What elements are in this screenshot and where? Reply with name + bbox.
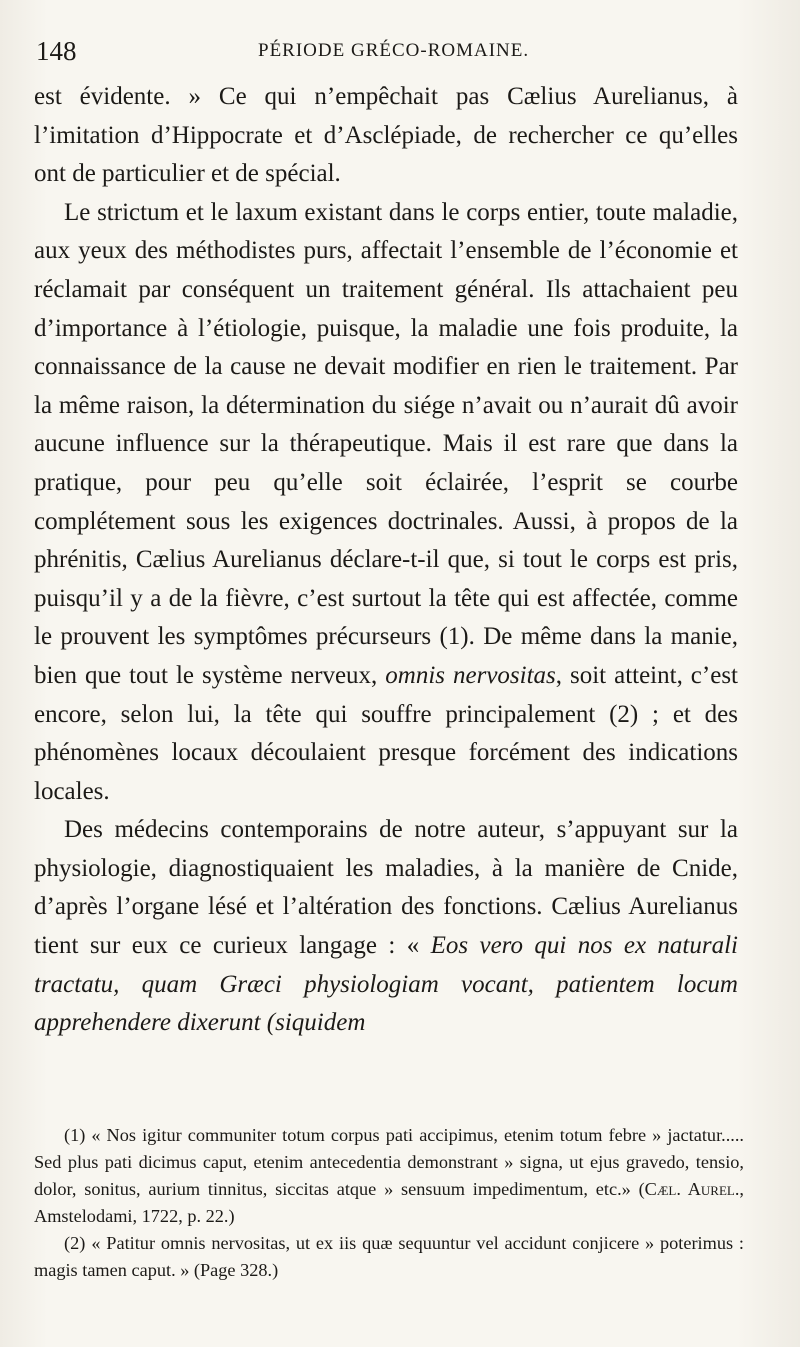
paragraph-2-text-a: Le strictum et le laxum existant dans le corps entier, toute maladie, aux yeux des méthodistes purs, affectait l’ensemble de l’économie et réclamait par conséquent un traitement général. Ils attachaient peu d’importance à l’étiologie, puisque, la maladie une fois produite, la connaissance de la cause ne devait modifier en rien le traitement. Par la même raison, la détermination du siége n’avait ou n’aurait dû avoir aucune influence sur la thérapeutique. Mais il est rare que dans la pratique, pour peu qu’elle soit éclairée, l’esprit se courbe complétement sous les exigences doctrinales. Aussi, à propos de la phrénitis, Cælius Aurelianus déclare-t-il que, si tout le corps est pris, puisqu’il y a de la fièvre, c’est surtout la tête qui est affectée, comme le prouvent les symptômes précurseurs (1). De même dans la manie, bien que tout le système nerveux, [34, 198, 738, 689]
footnote-2-mark: (2) [64, 1233, 86, 1253]
footnote-1-mark: (1) [64, 1125, 86, 1145]
paragraph-2-italic: omnis nervositas [385, 661, 556, 689]
footnote-2 [34, 1230, 744, 1284]
paragraph-3-italic: Eos vero qui nos ex naturali tractatu, quam Græci physiologiam vocant, patientem locum apprehendere dixerunt (siquidem [34, 932, 738, 1037]
footnote-1 [34, 1122, 744, 1230]
main-text [34, 78, 738, 1043]
footnote-1-text: « Nos igitur communiter totum corpus pati accipimus, etenim totum febre » jactatur..... Sed plus pati dicimus caput, etenim antecedentia demonstrant » signa, ut ejus gravedo, tensio, dolor, sonitus, aurium tinnitus, siccitas atque » sensuum impedimentum, etc.» ( [34, 1125, 744, 1199]
paragraph-2 [34, 194, 738, 812]
page-header [36, 36, 736, 70]
page-number: 148 [36, 36, 77, 66]
footnotes [34, 1122, 744, 1284]
footnote-2-text: « Patitur omnis nervositas, ut ex iis quæ sequuntur vel accidunt conjicere » poterimus : magis tamen caput. » (Page 328.) [34, 1233, 744, 1280]
paragraph-1: est évidente. » Ce qui n’empêchait pas Cælius Aurelianus, à l’imitation d’Hippocrate et d’Asclépiade, de rechercher ce qu’elles ont de particulier et de spécial. [34, 83, 738, 188]
running-head: PÉRIODE GRÉCO-ROMAINE. [258, 40, 530, 61]
paragraph-2-text-b: , soit atteint, c’est encore, selon lui, la tête qui souffre principalement (2) ; et des phénomènes locaux découlaient presque forcément des indications locales. [34, 661, 738, 805]
paragraph-3-text: Des médecins contemporains de notre auteur, s’appuyant sur la physiologie, diagnostiquaient les maladies, à la manière de Cnide, d’après l’organe lésé et l’altération des fonctions. Cælius Aurelianus tient sur eux ce curieux langage : « [34, 816, 738, 960]
footnote-1-citation: Cæl. Aurel. [644, 1179, 740, 1199]
paragraph-3 [34, 811, 738, 1043]
footnote-1-text-end: , Amstelodami, 1722, p. 22.) [34, 1179, 744, 1226]
